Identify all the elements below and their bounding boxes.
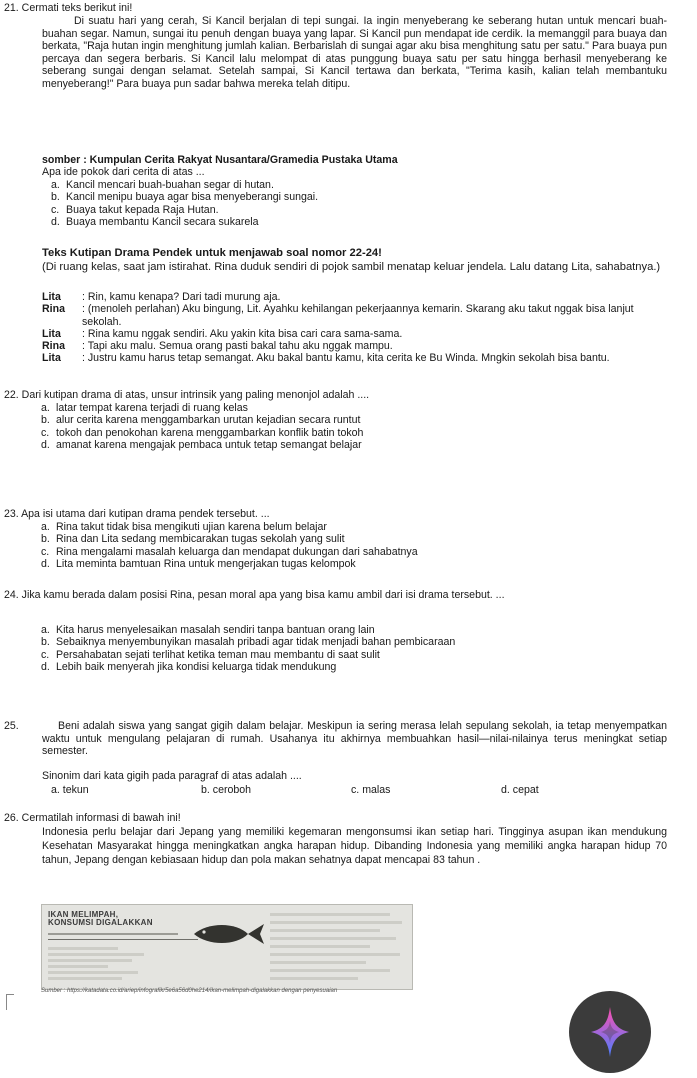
q26-passage: Indonesia perlu belajar dari Jepang yang memiliki kegemaran mengonsumsi ikan setiap hari. Tingginya asupan ikan mendukung Kesehatan Masyarakat hingga meningkatkan angka harapan hidup. Dibanding Indonesia yang memiliki angka harapan hidup 70 tahun, Jepang dengan kebiasaan hidup dan pola makan sehatnya dapat mencapai 83 tahun . (42, 826, 667, 867)
infographic-text-line (270, 913, 390, 916)
infographic-text-line (48, 965, 108, 968)
option-text: Buaya takut kepada Raja Hutan. (66, 203, 219, 216)
option-letter: a. (41, 521, 50, 533)
q21-header: 21. Cermati teks berikut ini! (4, 2, 133, 14)
option-text: cepat (512, 784, 539, 796)
q24-options (32, 624, 662, 673)
dialogue-text: : Rin, kamu kenapa? Dari tadi murung aja. (82, 291, 281, 303)
q21-option-b (42, 191, 662, 203)
option-letter: b. (201, 784, 213, 796)
dialogue-speaker: Lita (42, 327, 61, 340)
q24-option-a (32, 624, 662, 636)
q23-options (32, 521, 662, 570)
q22-option-d (32, 439, 662, 451)
option-text: Rina takut tidak bisa mengikuti ujian karena belum belajar (56, 521, 327, 533)
q21-options (42, 179, 662, 228)
q25-option-a (51, 784, 201, 796)
fish-consumption-infographic (41, 904, 413, 990)
option-letter: d. (41, 660, 50, 673)
drama-intro: (Di ruang kelas, saat jam istirahat. Rina duduk sendiri di pojok sambil menatap keluar jendela. Lalu datang Lita, sahabatnya.) (42, 261, 661, 273)
dialogue-speaker: Rina (42, 303, 65, 316)
option-letter: a. (41, 402, 50, 414)
q23-option-a (32, 521, 662, 533)
option-letter: d. (501, 784, 513, 796)
q21-question: Apa ide pokok dari cerita di atas ... (42, 166, 205, 178)
dialogue-line (42, 303, 662, 328)
dialogue-line (42, 352, 662, 364)
q23-question: 23. Apa isi utama dari kutipan drama pendek tersebut. ... (4, 508, 270, 520)
margin-mark (6, 994, 14, 995)
q22-question: 22. Dari kutipan drama di atas, unsur intrinsik yang paling menonjol adalah .... (4, 389, 370, 401)
option-text: Kancil menipu buaya agar bisa menyeberangi sungai. (66, 191, 319, 204)
q25-option-d (501, 784, 651, 796)
option-letter: d. (41, 438, 50, 451)
dialogue-line (42, 291, 662, 303)
q24-option-c (32, 649, 662, 661)
dialogue-text: : Tapi aku malu. Semua orang pasti bakal tahu aku nggak mampu. (82, 340, 393, 353)
drama-heading: Teks Kutipan Drama Pendek untuk menjawab soal nomor 22-24! (42, 247, 382, 259)
q22-options (32, 402, 662, 451)
option-text: Sebaiknya menyembunyikan masalah pribadi agar tidak menjadi bahan pembicaraan (56, 636, 456, 649)
infographic-text-line (270, 953, 400, 956)
q23-option-c (32, 546, 662, 558)
option-text: Kita harus menyelesaikan masalah sendiri tanpa bantuan orang lain (56, 624, 375, 636)
q22-option-a (32, 402, 662, 414)
option-letter: b. (41, 533, 50, 546)
q21-passage: Di suatu hari yang cerah, Si Kancil berjalan di tepi sungai. Ia ingin menyeberang ke seberang hutan untuk mencari buah-buahan segar. Namun, sungai itu penuh dengan buaya yang lapar. Si Kancil pun mendapat ide cerdik. Ia memanggil para buaya dan berkata, "Raja hutan ingin menghitung jumlah kalian. Berbarislah di sungai agar aku bisa menghitung satu per satu." Para buaya pun percaya dan segera berbaris. Si Kancil lalu melompat di atas punggung buaya satu per satu hingga berhasil menyeberang ke seberang sungai dengan selamat. Setelah sampai, Si Kancil tertawa dan berkata, "Terima kasih, kalian telah membantuku menyeberang!" Para buaya pun sadar bahwa mereka telah ditipu. (42, 15, 667, 90)
option-letter: b. (41, 636, 50, 649)
option-text: alur cerita karena menggambarkan urutan kejadian secara runtut (56, 414, 361, 427)
infographic-text-line (48, 953, 144, 956)
margin-mark (6, 994, 7, 1010)
q25-options (51, 784, 651, 796)
q24-option-d (32, 661, 662, 673)
infographic-text-line (270, 921, 402, 924)
option-letter: a. (41, 624, 50, 636)
option-text: Lita meminta bamtuan Rina untuk mengerjakan tugas kelompok (56, 557, 356, 570)
option-letter: c. (51, 203, 60, 216)
option-text: Buaya membantu Kancil secara sukarela (66, 215, 259, 228)
q25-option-c (351, 784, 501, 796)
dialogue-text: : Justru kamu harus tetap semangat. Aku bakal bantu kamu, kita cerita ke Bu Winda. Mngkin sekolah bisa bantu. (82, 352, 610, 365)
option-text: Rina dan Lita sedang membicarakan tugas sekolah yang sulit (56, 533, 345, 546)
option-letter: c. (41, 648, 50, 661)
dialogue-line (42, 340, 662, 352)
infographic-chart-line (48, 933, 178, 935)
infographic-text-line (48, 977, 122, 980)
q26-header: 26. Cermatilah informasi di bawah ini! (4, 812, 181, 824)
sparkle-icon (569, 991, 651, 1073)
fish-icon (192, 921, 266, 947)
option-text: tekun (62, 784, 89, 796)
q21-option-d (42, 216, 662, 228)
option-text: Rina mengalami masalah keluarga dan mendapat dukungan dari sahabatnya (56, 545, 418, 558)
dialogue-speaker: Rina (42, 340, 65, 353)
q24-option-b (32, 636, 662, 648)
option-text: Lebih baik menyerah jika kondisi keluarga tidak mendukung (56, 660, 337, 673)
infographic-title: IKAN MELIMPAH, KONSUMSI DIGALAKKAN (48, 910, 153, 927)
dialogue-speaker: Lita (42, 291, 61, 303)
infographic-rule (48, 939, 198, 940)
dialogue-text: : (menoleh perlahan) Aku bingung, Lit. Ayahku kehilangan pekerjaannya kemarin. Skarang aku takut nggak bisa lanjut sekolah. (82, 303, 634, 328)
option-letter: b. (51, 191, 60, 204)
q25-option-b (201, 784, 351, 796)
q22-option-b (32, 414, 662, 426)
infographic-text-line (270, 969, 390, 972)
q25-passage: Beni adalah siswa yang sangat gigih dalam belajar. Meskipun ia sering merasa lelah sepulang sekolah, ia tetap menyempatkan waktu untuk mengulang pelajaran di rumah. Usahanya itu akhirnya membuahkan hasil—nilai-nilainya terus meningkat setiap semester. (42, 720, 667, 758)
ai-assistant-button[interactable] (569, 991, 651, 1073)
q24-question: 24. Jika kamu berada dalam posisi Rina, pesan moral apa yang bisa kamu ambil dari isi drama tersebut. ... (4, 589, 505, 601)
option-text: malas (362, 784, 391, 796)
option-letter: c. (41, 426, 50, 439)
option-text: ceroboh (212, 784, 252, 796)
q25-number: 25. (4, 720, 19, 732)
drama-dialogue (42, 291, 662, 365)
q21-option-c (42, 204, 662, 216)
q21-option-a (42, 179, 662, 191)
option-letter: c. (351, 784, 363, 796)
option-text: latar tempat karena terjadi di ruang kelas (56, 402, 248, 414)
q23-option-d (32, 558, 662, 570)
infographic-text-line (48, 959, 132, 962)
infographic-text-line (48, 947, 118, 950)
option-text: Persahabatan sejati terlihat ketika teman mau membantu di saat sulit (56, 648, 380, 661)
infographic-text-line (270, 937, 396, 940)
option-text: amanat karena mengajak pembaca untuk tetap semangat belajar (56, 438, 362, 451)
q25-question: Sinonim dari kata gigih pada paragraf di atas adalah .... (42, 770, 302, 782)
option-letter: b. (41, 414, 50, 427)
option-letter: a. (51, 784, 63, 796)
infographic-text-line (270, 945, 370, 948)
infographic-source: Sumber : https://katadata.co.id/ariep/infografik/5e6a56d0he214/ikan-melimpah-digalakkan dengan penyesuaian (41, 988, 338, 994)
option-text: Kancil mencari buah-buahan segar di hutan. (66, 179, 274, 191)
option-text: tokoh dan penokohan karena menggambarkan konflik batin tokoh (56, 426, 364, 439)
option-letter: d. (41, 557, 50, 570)
infographic-text-line (48, 971, 138, 974)
q21-source: somber : Kumpulan Cerita Rakyat Nusantara/Gramedia Pustaka Utama (42, 154, 398, 166)
q22-option-c (32, 427, 662, 439)
option-letter: a. (51, 179, 60, 191)
infographic-text-line (270, 977, 358, 980)
q23-option-b (32, 533, 662, 545)
infographic-text-line (270, 961, 366, 964)
dialogue-text: : Rina kamu nggak sendiri. Aku yakin kita bisa cari cara sama-sama. (82, 327, 403, 340)
option-letter: d. (51, 215, 60, 228)
infographic-text-line (270, 929, 380, 932)
dialogue-line (42, 328, 662, 340)
option-letter: c. (41, 545, 50, 558)
dialogue-speaker: Lita (42, 352, 61, 365)
